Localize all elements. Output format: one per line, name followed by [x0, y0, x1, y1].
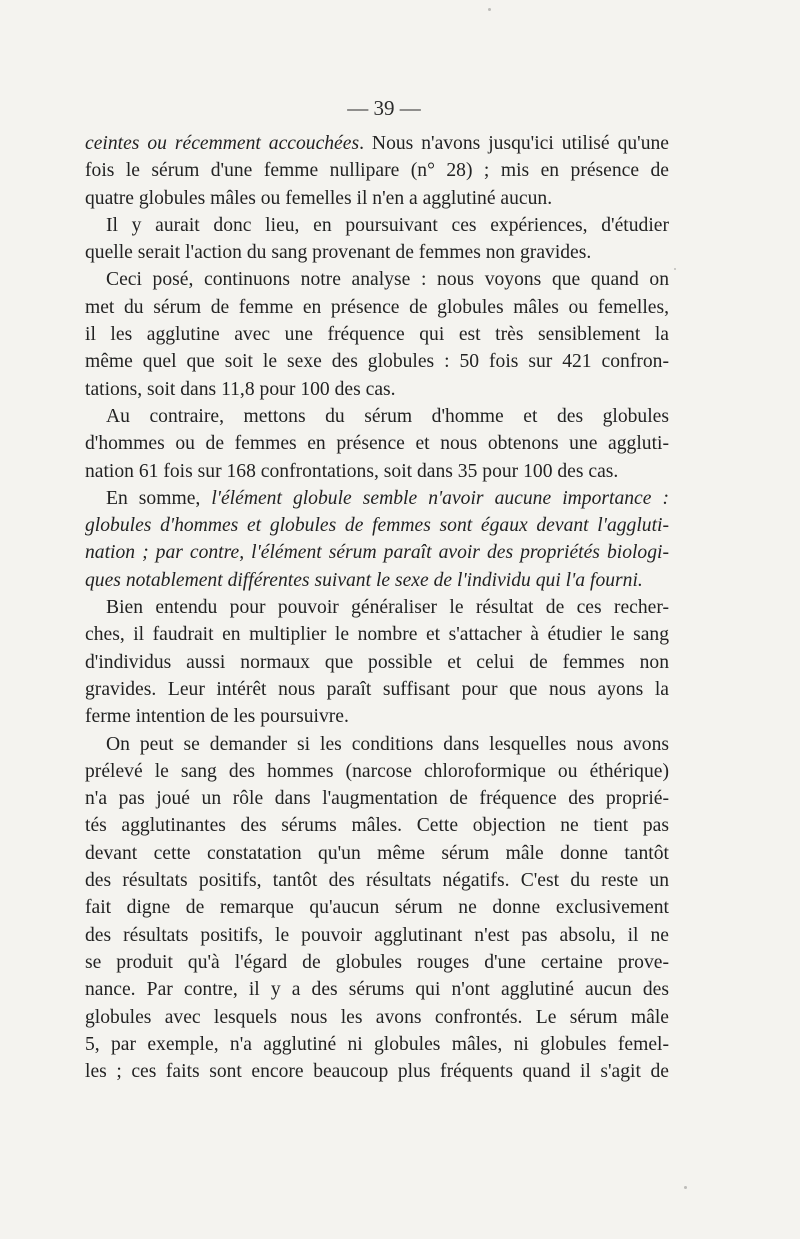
text-run: 5, par exemple, n'a agglutiné ni globules mâles, ni globules femel-	[85, 1033, 669, 1055]
paper-speck	[674, 268, 676, 270]
text-line	[85, 949, 669, 976]
text-line	[85, 430, 669, 457]
text-line	[85, 649, 669, 676]
text-run: d'hommes ou de femmes en présence et nous obtenons une aggluti-	[85, 433, 669, 455]
text-run: les ; ces faits sont encore beaucoup plus fréquents quand il s'agit de	[85, 1061, 669, 1083]
text-run: quatre globules mâles ou femelles il n'en a agglutiné aucun.	[85, 187, 553, 209]
text-run: ferme intention de les poursuivre.	[85, 706, 349, 728]
text-line	[85, 894, 669, 921]
text-run: même quel que soit le sexe des globules : 50 fois sur 421 confron-	[85, 351, 669, 373]
text-line	[85, 130, 669, 157]
text-line	[85, 266, 669, 293]
italic-text: globules d'hommes et globules de femmes sont égaux devant l'aggluti-	[85, 515, 669, 537]
text-line	[85, 1058, 669, 1085]
text-run: fois le sérum d'une femme nullipare (n° 28) ; mis en présence de	[85, 160, 669, 182]
italic-text: ceintes ou récemment accouchées	[85, 133, 360, 154]
text-run: quelle serait l'action du sang provenant de femmes non gravides.	[85, 242, 592, 264]
text-run: n'a pas joué un rôle dans l'augmentation de fréquence des proprié-	[85, 788, 669, 810]
text-run: ches, il faudrait en multiplier le nombre et s'attacher à étudier le sang	[85, 624, 669, 646]
text-line	[85, 621, 669, 648]
text-run: des résultats positifs, le pouvoir agglutinant n'est pas absolu, il ne	[85, 924, 669, 946]
text-line	[85, 703, 669, 730]
paper-speck	[684, 1186, 687, 1189]
text-line	[85, 294, 669, 321]
body-text	[85, 130, 669, 1085]
text-line	[85, 731, 669, 758]
text-run: On peut se demander si les conditions dans lesquelles nous avons	[106, 733, 669, 755]
text-run: tations, soit dans 11,8 pour 100 des cas.	[85, 378, 396, 400]
text-line	[85, 157, 669, 184]
italic-text: nation ; par contre, l'élément sérum paraît avoir des propriétés biologi-	[85, 542, 669, 564]
text-run: met du sérum de femme en présence de globules mâles ou femelles,	[85, 296, 669, 318]
text-run: tés agglutinantes des sérums mâles. Cette objection ne tient pas	[85, 815, 669, 837]
text-line	[85, 567, 669, 594]
text-line	[85, 840, 669, 867]
text-run: des résultats positifs, tantôt des résultats négatifs. C'est du reste un	[85, 870, 669, 892]
text-run: Bien entendu pour pouvoir généraliser le résultat de ces recher-	[106, 597, 669, 619]
text-run: devant cette constatation qu'un même sérum mâle donne tantôt	[85, 842, 669, 864]
text-line	[85, 676, 669, 703]
text-line	[85, 976, 669, 1003]
italic-text: ques notablement différentes suivant le sexe de l'individu qui l'a fourni.	[85, 569, 643, 591]
text-run: Il y aurait donc lieu, en poursuivant ces expériences, d'étudier	[106, 214, 669, 236]
text-run: prélevé le sang des hommes (narcose chloroformique ou éthérique)	[85, 760, 669, 782]
text-line	[85, 185, 669, 212]
text-run: Ceci posé, continuons notre analyse : nous voyons que quand on	[106, 269, 669, 291]
text-line	[85, 867, 669, 894]
text-line	[85, 239, 669, 266]
text-line	[85, 376, 669, 403]
text-run: gravides. Leur intérêt nous paraît suffisant pour que nous ayons la	[85, 678, 669, 700]
text-line	[85, 758, 669, 785]
text-line	[85, 922, 669, 949]
page-number: — 39 —	[347, 96, 421, 120]
italic-text: l'élément globule semble n'avoir aucune importance :	[211, 487, 670, 509]
text-line	[85, 458, 669, 485]
text-run: nation 61 fois sur 168 confrontations, soit dans 35 pour 100 des cas.	[85, 460, 619, 482]
text-line	[85, 348, 669, 375]
text-line	[85, 539, 669, 566]
text-run: il les agglutine avec une fréquence qui est très sensiblement la	[85, 324, 669, 346]
text-run: se produit qu'à l'égard de globules rouges d'une certaine prove-	[85, 951, 669, 973]
paper-speck	[488, 8, 491, 11]
text-run: nance. Par contre, il y a des sérums qui n'ont agglutiné aucun des	[85, 979, 669, 1001]
text-line	[85, 321, 669, 348]
text-line	[85, 812, 669, 839]
text-line	[85, 594, 669, 621]
text-line	[85, 785, 669, 812]
text-line	[85, 212, 669, 239]
text-run: globules avec lesquels nous les avons confrontés. Le sérum mâle	[85, 1006, 669, 1028]
text-run: Au contraire, mettons du sérum d'homme et des globules	[106, 405, 669, 427]
text-line	[85, 512, 669, 539]
text-line	[85, 403, 669, 430]
text-line	[85, 1004, 669, 1031]
text-run: En somme,	[106, 487, 212, 509]
text-line	[85, 1031, 669, 1058]
text-run: d'individus aussi normaux que possible et celui de femmes non	[85, 651, 669, 673]
text-line	[85, 485, 669, 512]
text-run: fait digne de remarque qu'aucun sérum ne donne exclusivement	[85, 897, 669, 919]
text-run: . Nous n'avons jusqu'ici utilisé qu'une	[359, 133, 669, 154]
